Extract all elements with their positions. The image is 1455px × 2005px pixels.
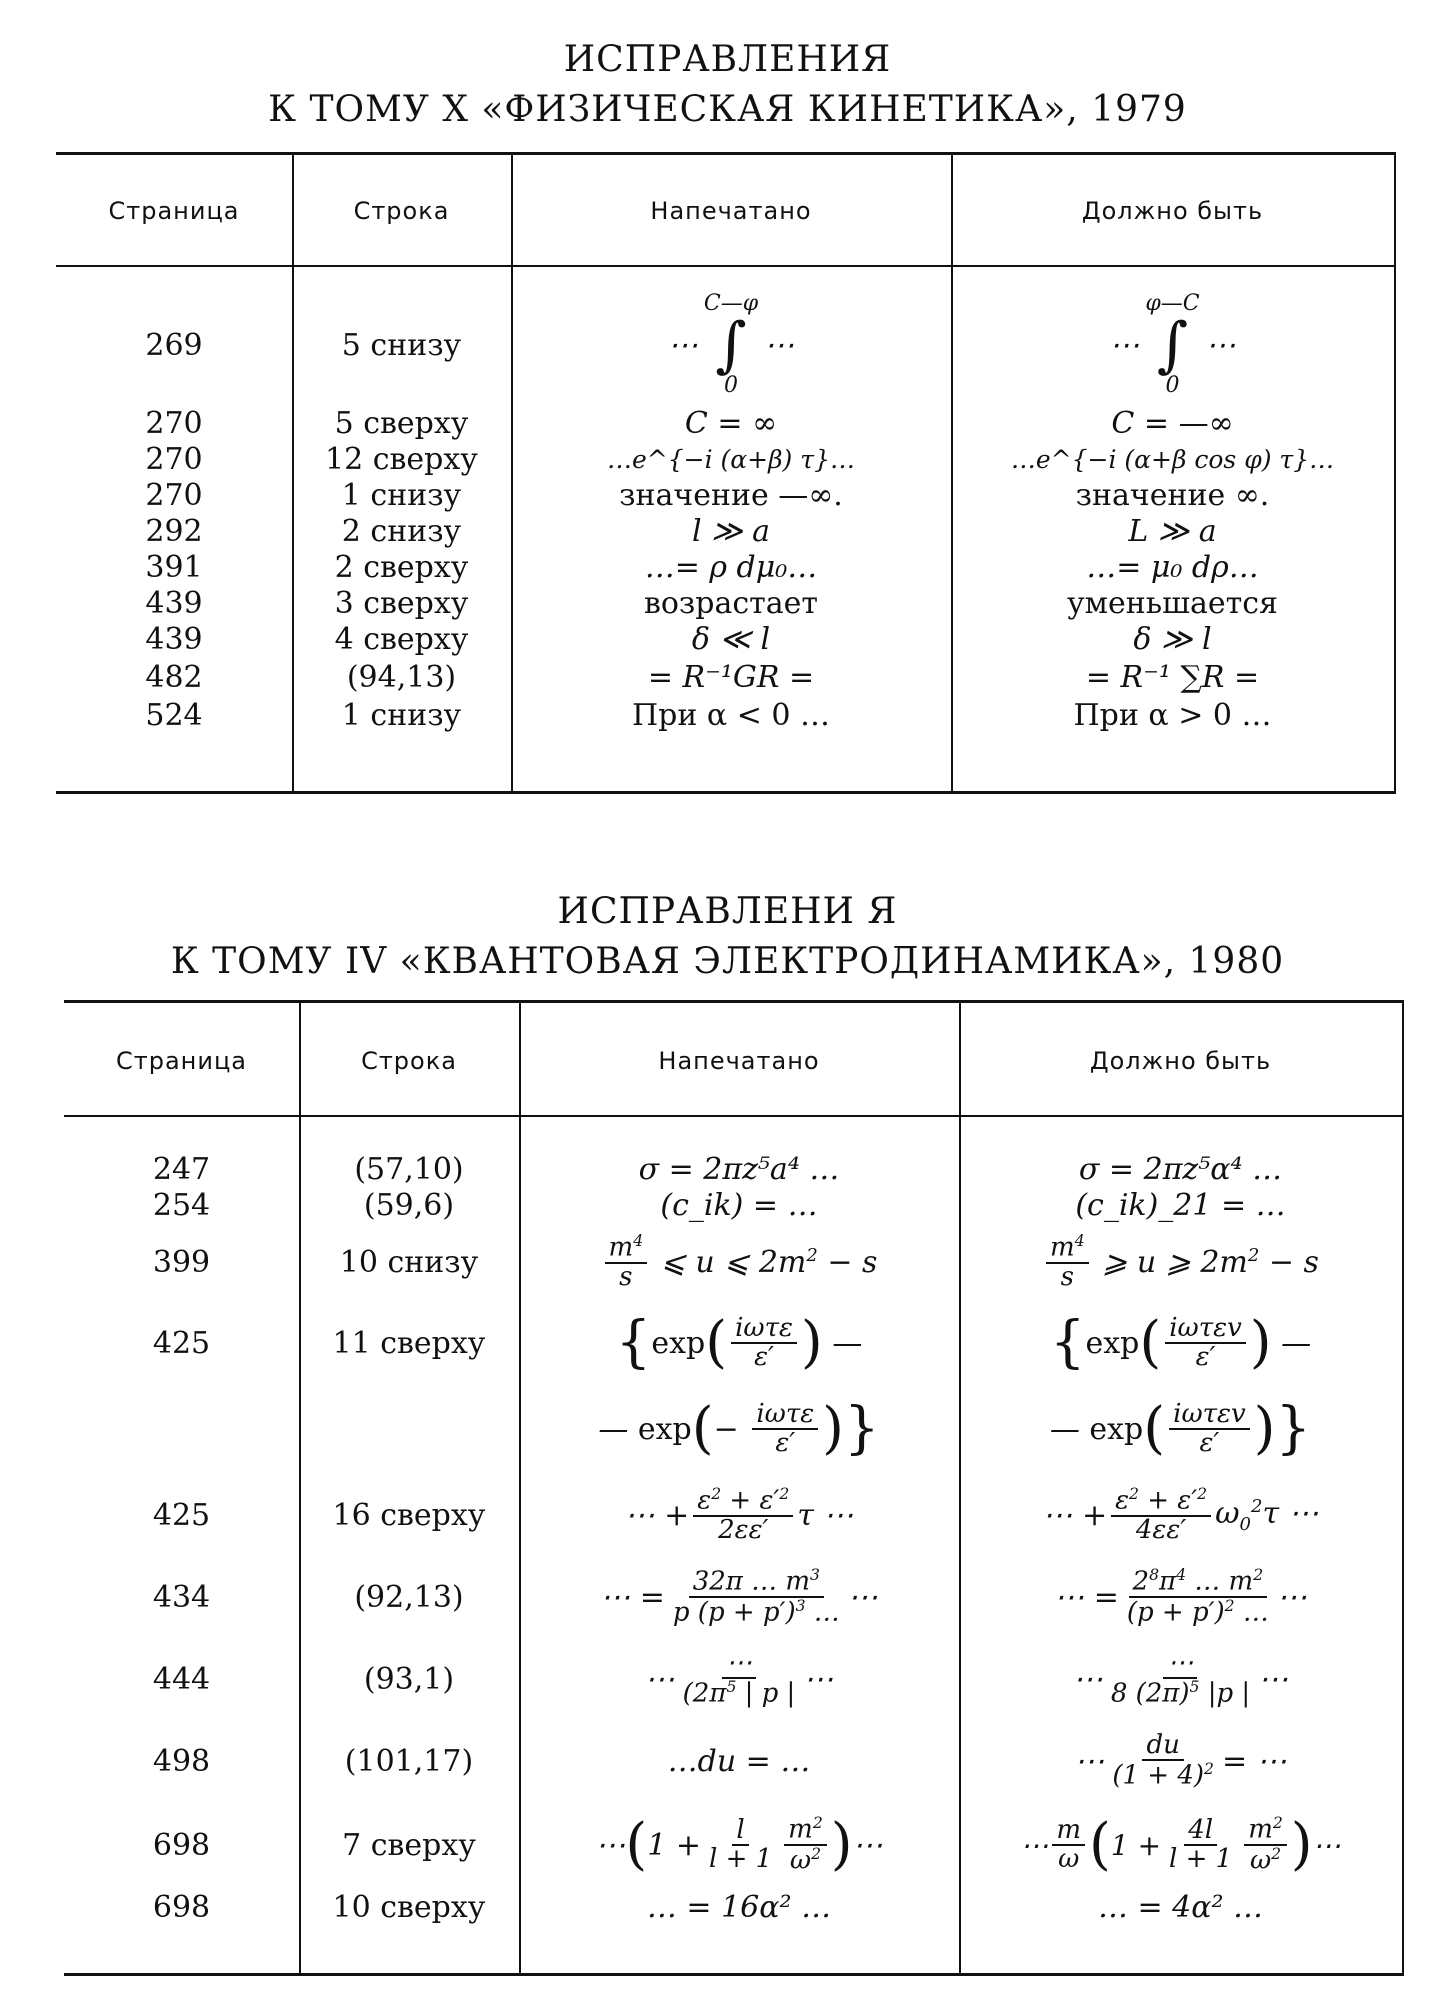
page-cell: 425	[152, 1497, 211, 1533]
table-row	[56, 585, 1396, 621]
printed-cell: ⋯ ( 1 + $\frac{l}{l + 1}$ $\frac{m^2}{\omega^2}$ ) ⋯	[595, 1812, 883, 1877]
page-cell: 444	[152, 1661, 211, 1697]
table-row	[64, 1723, 1404, 1799]
table-row	[64, 1887, 1404, 1927]
table1-header-line: Строка	[353, 197, 450, 225]
line-cell: (92,13)	[354, 1579, 464, 1615]
table-row	[64, 1805, 1404, 1885]
page-cell: 270	[145, 405, 203, 441]
printed-cell: При α < 0 …	[632, 697, 830, 733]
line-cell: 2 сверху	[334, 549, 469, 585]
correct-cell: ⋯ $\frac{m}{\omega}$ ( 1 + $\frac{4l}{l + 1}$ $\frac{m^2}{\omega^2}$ ) ⋯	[1020, 1812, 1341, 1877]
printed-cell: …du = …	[667, 1743, 811, 1779]
page-cell: 439	[145, 585, 203, 621]
line-cell: 16 сверху	[332, 1497, 486, 1533]
line-cell: 12 сверху	[325, 441, 478, 477]
printed-cell: значение —∞.	[619, 477, 843, 513]
line-cell: (101,17)	[344, 1743, 474, 1779]
line-cell: 7 сверху	[342, 1827, 476, 1863]
printed-cell: …= ρ dμ₀…	[644, 549, 818, 585]
correct-cell: ⋯ φ—C ∫ 0 ⋯	[1109, 291, 1236, 398]
line-cell: 4 сверху	[334, 621, 469, 657]
page-cell: 425	[152, 1325, 211, 1361]
table-row	[56, 697, 1396, 733]
line-cell: 5 сверху	[334, 405, 469, 441]
page-cell: 247	[152, 1151, 211, 1187]
correct-cell: $\frac{m^4}{s}$ ⩾ u ⩾ $2m^2 - s$	[959, 1227, 1402, 1297]
table-row	[56, 291, 1396, 398]
printed-cell: ⋯ = $\frac{32\pi \dots m^3}{p (p + p')^3 \dots}$ ⋯	[600, 1566, 878, 1628]
correct-cell: δ ≫ l	[1133, 621, 1212, 657]
correct-cell: При α > 0 …	[1073, 697, 1272, 733]
printed-cell: … = 16α² …	[646, 1889, 832, 1925]
page-cell: 269	[145, 327, 203, 363]
line-cell: 1 снизу	[341, 697, 462, 733]
correct-cell: …e^{−i (α+β cos φ) τ}…	[1010, 444, 1335, 474]
correct-cell: = R⁻¹ ∑R =	[1085, 659, 1260, 695]
printed-cell: δ ≪ l	[691, 621, 771, 657]
correct-cell: … = 4α² …	[1097, 1889, 1264, 1925]
correct-cell: (c_ik)_21 = …	[1075, 1187, 1286, 1223]
line-cell: (59,6)	[363, 1187, 455, 1223]
line-cell: 11 сверху	[332, 1325, 486, 1361]
table2	[64, 1000, 1404, 1976]
table2-title-line2: К ТОМУ IV «КВАНТОВАЯ ЭЛЕКТРОДИНАМИКА», 1980	[170, 941, 1285, 982]
table2-header-page: Страница	[115, 1047, 247, 1075]
printed-cell: — exp ( − $\frac{\text{iωτε}}{\varepsilon'}$ )}	[598, 1396, 880, 1461]
table-row	[56, 657, 1396, 697]
correct-cell: значение ∞.	[1075, 477, 1270, 513]
page-cell: 498	[152, 1743, 211, 1779]
table-row	[64, 1151, 1404, 1187]
page-cell: 270	[145, 477, 203, 513]
correct-cell: …= μ₀ dρ…	[1086, 549, 1259, 585]
table-row	[56, 441, 1396, 477]
table-row	[56, 477, 1396, 513]
correct-cell: ⋯ + $\frac{\varepsilon^2 + \varepsilon'^2}{4\varepsilon\varepsilon'}$ $\omega_0^2\tau$ ⋯	[1042, 1484, 1319, 1545]
table-row	[64, 1187, 1404, 1223]
line-cell: 3 сверху	[334, 585, 469, 621]
table-row	[64, 1303, 1404, 1383]
correct-cell: σ = 2πz⁵α⁴ …	[1078, 1151, 1283, 1187]
correct-cell: L ≫ a	[1128, 513, 1217, 549]
line-cell: 1 снизу	[341, 477, 462, 513]
line-cell: (93,1)	[363, 1661, 455, 1697]
correct-cell: { exp ( $\frac{\text{iωτεv}}{\varepsilon'}$ ) —	[1049, 1310, 1312, 1375]
table2-header-line: Строка	[361, 1047, 457, 1075]
table2-title-line1: ИСПРАВЛЕНИ Я	[557, 891, 898, 932]
page-cell: 399	[152, 1244, 211, 1280]
table1	[56, 152, 1396, 794]
table-row	[64, 1641, 1404, 1717]
table1-header-printed: Напечатано	[650, 197, 812, 225]
table-row	[56, 513, 1396, 549]
table-row	[64, 1227, 1404, 1297]
line-cell: 10 сверху	[332, 1889, 486, 1925]
page-cell: 254	[152, 1187, 211, 1223]
table-row	[64, 1559, 1404, 1635]
table-row	[56, 405, 1396, 441]
table-row	[56, 621, 1396, 657]
correct-cell: ⋯ $\frac{\cdots}{8 (2\pi)^5 |p |}$ ⋯	[1072, 1647, 1289, 1709]
printed-cell: $\frac{m^4}{s}$ ⩽ u ⩽ $2m^2 - s$	[519, 1227, 959, 1297]
line-cell: (94,13)	[346, 659, 457, 695]
table-row	[56, 549, 1396, 585]
table-row	[64, 1387, 1404, 1471]
table2-header-printed: Напечатано	[658, 1047, 820, 1075]
printed-cell: { exp ( $\frac{\text{iωτε}}{\varepsilon'}$ ) —	[615, 1310, 863, 1375]
correct-cell: ⋯ = $\frac{2^8\pi^4 \dots m^2}{(p + p')^2 \dots}$ ⋯	[1054, 1566, 1307, 1628]
table1-header-page: Страница	[108, 197, 240, 225]
table1-header-correct: Должно быть	[1081, 197, 1264, 225]
printed-cell: ⋯ $\frac{\cdots}{(2\pi^5 | p |}$ ⋯	[644, 1647, 834, 1709]
page-cell: 270	[145, 441, 203, 477]
page-cell: 482	[145, 659, 203, 695]
correct-cell: ⋯ $\frac{du}{(1 + 4)^2}$ = ⋯	[1074, 1729, 1287, 1791]
line-cell: 5 снизу	[341, 327, 462, 363]
printed-cell: возрастает	[643, 585, 819, 621]
correct-cell: — exp ( $\frac{\text{iωτεv}}{\varepsilon'}$ )}	[1049, 1396, 1312, 1461]
printed-cell: ⋯ + $\frac{\varepsilon^2 + \varepsilon'^2}{2\varepsilon\varepsilon'}$ τ ⋯	[624, 1484, 854, 1545]
line-cell: 2 снизу	[341, 513, 462, 549]
printed-cell: …e^{−i (α+β) τ}…	[606, 444, 855, 474]
printed-cell: (c_ik) = …	[660, 1187, 818, 1223]
page-cell: 524	[145, 697, 203, 733]
line-cell: (57,10)	[354, 1151, 464, 1187]
page-cell: 698	[152, 1827, 211, 1863]
table2-header-correct: Должно быть	[1089, 1047, 1272, 1075]
page-cell: 292	[145, 513, 203, 549]
page-cell: 434	[152, 1579, 211, 1615]
printed-cell: C = ∞	[684, 405, 778, 441]
printed-cell: = R⁻¹GR =	[647, 659, 815, 695]
page-cell: 391	[145, 549, 203, 585]
printed-cell: l ≫ a	[692, 513, 770, 549]
table1-title-line1: ИСПРАВЛЕНИЯ	[563, 39, 892, 80]
printed-cell: ⋯ C—φ ∫ 0 ⋯	[667, 291, 795, 398]
page-cell: 439	[145, 621, 203, 657]
page-cell: 698	[152, 1889, 211, 1925]
line-cell: 10 снизу	[339, 1244, 479, 1280]
correct-cell: уменьшается	[1067, 585, 1278, 621]
correct-cell: C = —∞	[1111, 405, 1234, 441]
table-row	[64, 1477, 1404, 1553]
table1-title-line2: К ТОМУ X «ФИЗИЧЕСКАЯ КИНЕТИКА», 1979	[268, 89, 1187, 130]
printed-cell: σ = 2πz⁵a⁴ …	[638, 1151, 840, 1187]
